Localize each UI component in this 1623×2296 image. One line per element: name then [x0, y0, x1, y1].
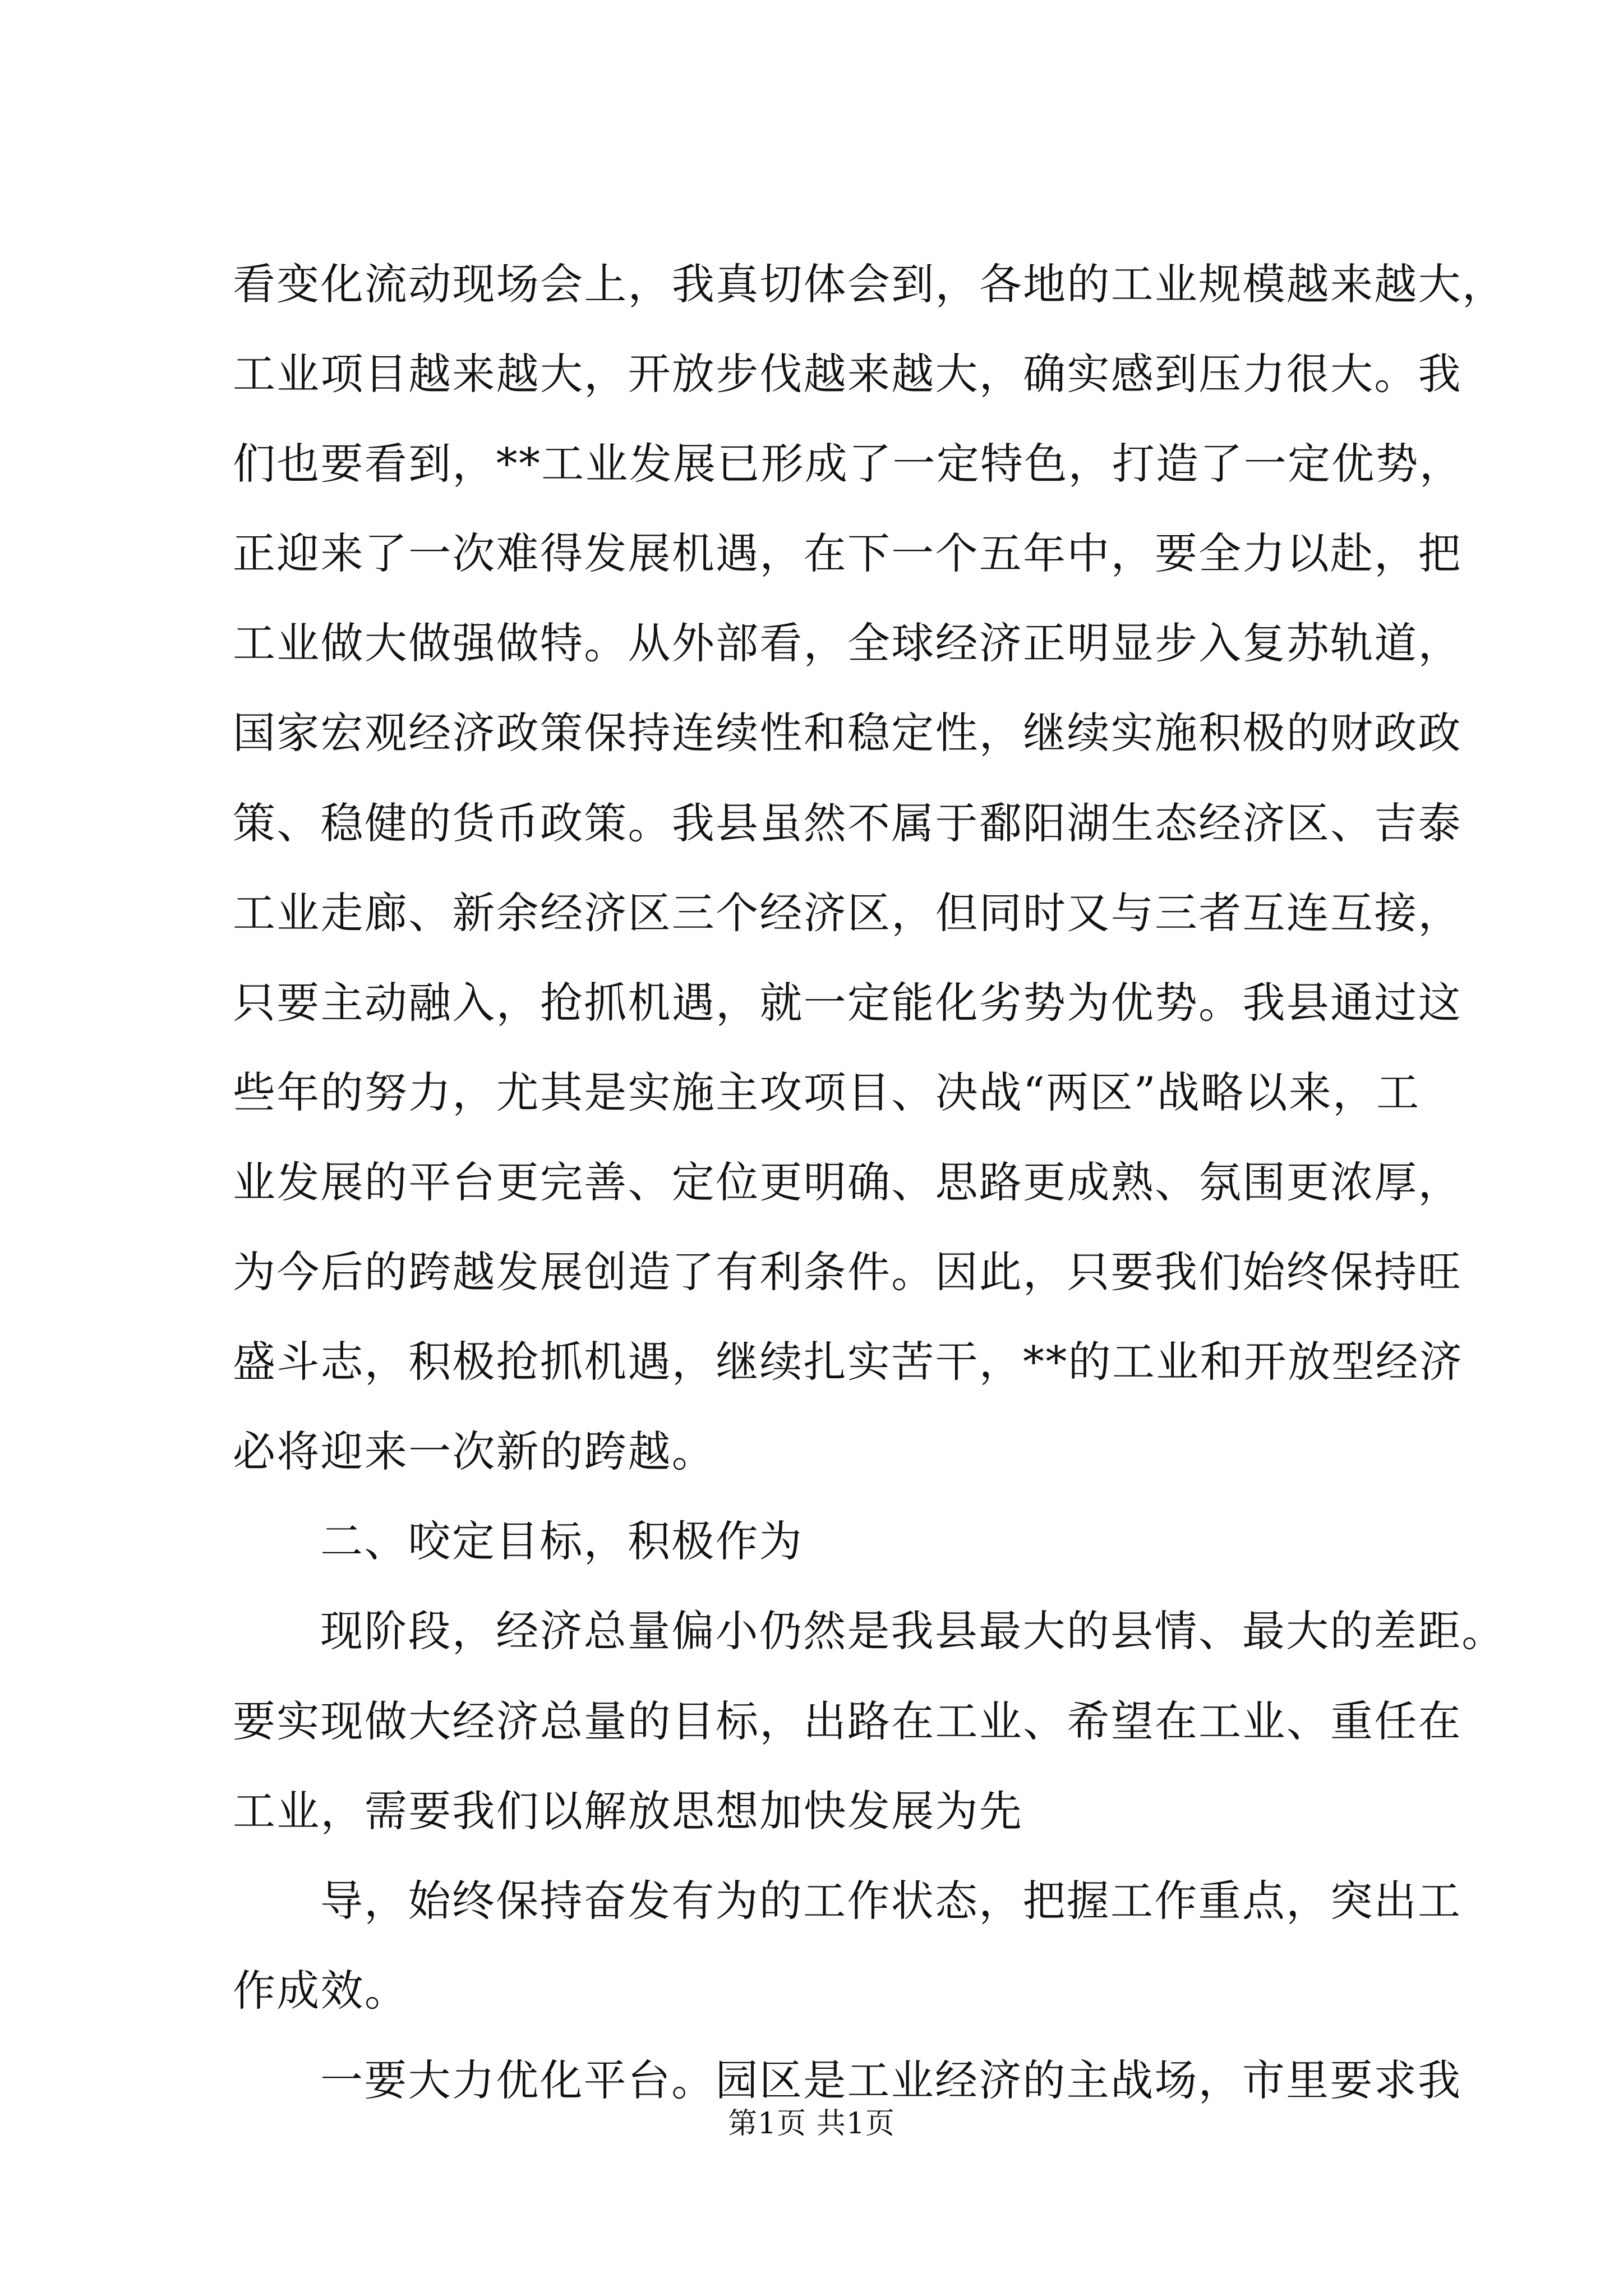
- text-line-content: 一要大力优化平台。园区是工业经济的主战场，市里要求我: [320, 2055, 1462, 2105]
- text-line-content: 工业，需要我们以解放思想加快发展为先: [233, 1786, 1023, 1836]
- text-line: [233, 1855, 1462, 1945]
- text-line: [233, 508, 1462, 597]
- text-line: [233, 1496, 1427, 1585]
- text-line-content: 导，始终保持奋发有为的工作状态，把握工作重点，突出工: [320, 1875, 1462, 1926]
- text-line: [233, 1945, 1427, 2035]
- text-line-content: 作成效。: [233, 1965, 409, 2016]
- text-line: [233, 238, 1506, 328]
- text-line: [233, 867, 1462, 957]
- text-line: [233, 1765, 1427, 1855]
- text-line-content: 们也要看到，**工业发展已形成了一定特色，打造了一定优势，: [233, 439, 1464, 489]
- text-line: [233, 1406, 1427, 1496]
- text-line: [233, 1226, 1462, 1316]
- text-line-content: 要实现做大经济总量的目标，出路在工业、希望在工业、重任在: [233, 1696, 1462, 1746]
- text-line-content: 工业走廊、新余经济区三个经济区，但同时又与三者互连互接，: [233, 887, 1462, 938]
- text-line-content: 工业项目越来越大，开放步伐越来越大，确实感到压力很大。我: [233, 349, 1462, 399]
- text-line-content: 只要主动融入，抢抓机遇，就一定能化劣势为优势。我县通过这: [233, 977, 1462, 1028]
- text-line-content: 策、稳健的货币政策。我县虽然不属于鄱阳湖生态经济区、吉泰: [233, 798, 1462, 848]
- text-line-content: 看变化流动现场会上，我真切体会到，各地的工业规模越来越大，: [233, 259, 1506, 309]
- text-line: [233, 777, 1462, 867]
- text-line-content: 国家宏观经济政策保持连续性和稳定性，继续实施积极的财政政: [233, 708, 1462, 758]
- text-line: [233, 1585, 1506, 1675]
- text-line: [233, 597, 1462, 687]
- document-body: [233, 238, 1506, 2124]
- text-line-content: 业发展的平台更完善、定位更明确、思路更成熟、氛围更浓厚，: [233, 1157, 1462, 1207]
- text-line-content: 盛斗志，积极抢抓机遇，继续扎实苦干，**的工业和开放型经济: [233, 1337, 1464, 1387]
- text-line-content: 工业做大做强做特。从外部看，全球经济正明显步入复苏轨道，: [233, 618, 1462, 669]
- text-line: [233, 1676, 1462, 1765]
- text-line-content: 正迎来了一次难得发展机遇，在下一个五年中，要全力以赴，把: [233, 528, 1462, 579]
- text-line: [233, 1047, 1427, 1137]
- page-footer: 第1页 共1页: [728, 2107, 895, 2141]
- text-line-content: 现阶段，经济总量偏小仍然是我县最大的县情、最大的差距。: [320, 1606, 1506, 1657]
- text-line-content: 些年的努力，尤其是实施主攻项目、决战“两区”战略以来，工: [233, 1067, 1421, 1117]
- text-line: [233, 328, 1462, 418]
- text-line-content: 必将迎来一次新的跨越。: [233, 1427, 716, 1477]
- text-line: [233, 1316, 1464, 1406]
- text-line-content: 二、咬定目标，积极作为: [320, 1516, 804, 1567]
- text-line: [233, 957, 1462, 1047]
- text-line-content: 为今后的跨越发展创造了有利条件。因此，只要我们始终保持旺: [233, 1247, 1462, 1297]
- text-line: [233, 418, 1464, 508]
- text-line: [233, 1137, 1462, 1226]
- text-line: [233, 687, 1462, 777]
